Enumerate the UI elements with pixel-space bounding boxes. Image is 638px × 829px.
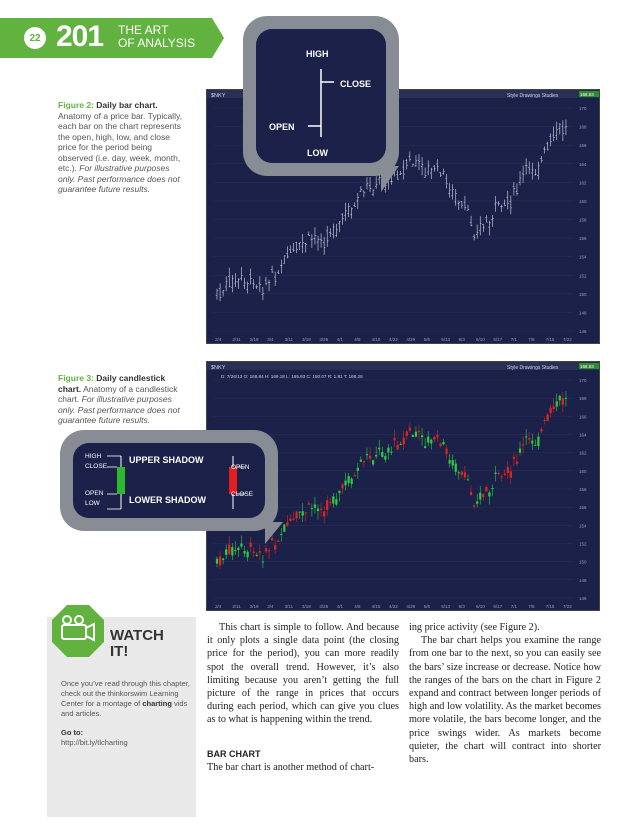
candle-body [308,503,310,504]
x-tick-label: 3/4 [267,604,274,609]
video-camera-icon [50,603,106,659]
x-tick-label: 6/3 [458,337,465,342]
y-tick-label: 158 [579,487,587,492]
watch-body-bold: charting [142,699,172,708]
x-tick-label: 7/22 [563,337,572,342]
candle-body [320,509,322,510]
candle-body [473,505,475,506]
x-tick-label: 2/4 [215,337,222,342]
candle-body [418,431,420,432]
page-number: 22 [24,27,46,49]
candle-body [363,461,365,462]
candle-body [494,473,496,474]
candle-body [400,444,402,445]
candle-body [476,501,478,503]
candle-body [268,550,270,551]
y-tick-label: 152 [579,273,587,279]
candle-body [458,472,460,473]
candle-body [491,488,493,489]
issue-number: 201 [56,20,104,53]
candle-body [540,429,542,431]
callout-inner [73,443,265,518]
x-tick-label: 4/8 [354,337,361,342]
goto-link[interactable]: http://bit.ly/tlcharting [61,738,128,747]
candle-body [412,435,414,437]
watch-it-body [61,679,191,719]
high-label: HIGH [306,49,329,59]
y-tick-label: 170 [579,378,587,383]
watch-it-goto [61,728,191,748]
candle-body [357,468,359,471]
x-tick-label: 5/6 [423,604,431,609]
chart-symbol: $NKY [211,93,226,99]
x-tick-label: 7/1 [510,337,518,342]
y-tick-label: 166 [579,143,587,149]
candle-body [452,460,454,466]
candle-body [231,547,233,555]
candle-body [344,481,346,486]
candle-body [326,500,328,510]
candle-body [234,550,236,551]
watch-it-title [110,628,164,660]
candle-body [375,455,377,456]
figure2-disclaimer: For illustrative purposes only. Past performance does not guarantee future results. [58,163,180,194]
candle-body [485,487,487,492]
figure3-caption [58,373,188,426]
watch-title-line2: IT! [110,643,129,660]
candle-body [329,502,331,503]
candle-body [366,454,368,455]
candle-body [292,519,294,520]
candle-body [228,545,230,555]
candle-body [482,494,484,497]
candle-body [237,548,239,550]
chart-symbol: $NKY [211,365,226,371]
x-tick-label: 7/8 [528,604,535,609]
candle-body [360,460,362,462]
candle-body [543,420,545,421]
candle-body [516,462,518,464]
candle-body [247,552,249,558]
candle-body [449,460,451,463]
candle-body [323,511,325,516]
candle-body [488,492,490,496]
x-tick-label: 7/22 [563,604,572,609]
x-tick-label: 6/17 [493,604,503,609]
candle-body [442,442,444,444]
open-left-label: OPEN [85,490,104,497]
x-tick-label: 2/11 [232,337,241,342]
candle-body [436,435,438,438]
x-tick-label: 6/10 [476,337,485,342]
candle-body [504,474,506,475]
candle-body [305,512,307,513]
x-tick-label: 5/13 [441,337,450,342]
x-tick-label: 2/4 [215,604,222,609]
candle-body [387,448,389,453]
candle-body [354,475,356,476]
x-tick-label: 4/29 [406,604,416,609]
candle-body [256,555,258,556]
x-tick-label: 3/4 [267,337,274,342]
open-label: OPEN [269,122,295,132]
candle-body [546,415,548,421]
candle-body [250,543,252,547]
candle-body [295,512,297,519]
y-tick-label: 160 [579,468,587,474]
x-tick-label: 4/1 [336,337,344,342]
y-tick-label: 152 [579,541,587,547]
y-tick-label: 164 [579,161,587,167]
candle-body [479,493,481,500]
candle-body [286,522,288,525]
candle-body [243,551,245,554]
goto-label: Go to: [61,728,84,737]
figure3-disclaimer: For illustrative purposes only. Past performance does not guarantee future results. [58,394,180,425]
candle-body [302,511,304,515]
x-tick-label: 4/29 [406,337,416,342]
y-tick-label: 154 [579,523,587,529]
candle-body [421,435,423,437]
price-badge-text: 168.93 [580,92,594,97]
x-tick-label: 5/6 [423,337,431,342]
x-tick-label: 7/15 [545,337,555,342]
y-tick-label: 168 [579,124,587,130]
candle-body [501,477,503,478]
candle-body [556,401,558,406]
candle-body [332,496,334,503]
candle-body [537,437,539,447]
x-tick-label: 4/1 [336,604,344,609]
x-axis [215,604,572,609]
candle-body [445,449,447,454]
x-tick-label: 7/15 [545,604,555,609]
callout-inner [256,29,386,163]
lower-shadow-label: LOWER SHADOW [129,495,206,505]
x-tick-label: 5/13 [441,604,450,609]
upper-shadow-label: UPPER SHADOW [129,455,204,465]
watch-body-pre: Once you’ve read through this chapter, check out the thinkorswim Learning Center for a montage of [61,679,190,708]
candle-body [525,436,527,437]
candle-body [562,398,564,404]
low-label: LOW [307,148,328,158]
x-tick-label: 4/15 [371,337,381,342]
candle-body [553,406,555,409]
high-label: HIGH [85,453,102,460]
candle-body [317,509,319,511]
y-tick-label: 150 [579,559,587,565]
y-tick-label: 156 [579,505,587,511]
y-tick-label: 170 [579,106,587,111]
candle-body [522,444,524,445]
y-axis [579,378,587,601]
x-tick-label: 6/17 [493,337,503,342]
y-tick-label: 164 [579,432,587,438]
candle-body [384,456,386,460]
candle-body [439,443,441,446]
article-paragraph: ing price activity (see Figure 2). [409,622,540,633]
article-column-2 [409,621,601,766]
candle-body [225,549,227,555]
candle-body [507,467,509,473]
candlestick-anatomy-callout [60,430,278,531]
candle-body [559,396,561,401]
price-badge-text: 168.93 [580,364,594,369]
candle-body [528,438,530,439]
figure2-bold: Daily bar chart. [96,100,158,110]
bullish-candle-body [117,467,125,494]
candle-body [433,437,435,440]
watch-title-line1: WATCH [110,627,164,644]
candle-body [335,499,337,505]
candle-body [390,452,392,453]
candle-body [409,428,411,431]
figure2-label: Figure 2: [58,100,94,110]
article-paragraph: The bar chart is another method of chart- [207,762,375,773]
section-title-line1: THE ART [118,23,169,37]
candle-body [565,398,567,399]
candle-body [369,456,371,459]
x-tick-label: 3/11 [284,604,294,609]
x-tick-label: 3/25 [319,337,329,342]
callout-tail [265,522,283,544]
figure2-caption [58,100,188,195]
x-tick-label: 6/10 [476,604,485,609]
chart-toolbar-menu[interactable]: Style Drawings Studies [507,365,559,371]
candle-body [274,545,276,550]
candle-body [341,484,343,488]
candle-body [348,476,350,483]
low-label: LOW [85,500,100,507]
candle-body [240,544,242,547]
watch-body-post: vids and articles. [61,699,188,718]
x-tick-label: 7/1 [510,604,518,609]
close-label: CLOSE [340,79,372,89]
x-tick-label: 6/3 [458,604,465,609]
x-tick-label: 2/19 [249,604,259,609]
article-paragraph: The bar chart helps you examine the range from one bar to the next, so you can easily see the bars’ size increase or decrease. Notice how the ranges of the bars on the chart in Figure 2 expand and contract between longer periods of high and low volatility. As the market becomes more volatile, the bars become longer, and the price swings wider. As markets become quieter, the chart will contract into shorter bars. [409,635,601,766]
candle-body [372,460,374,464]
candle-body [396,445,398,450]
x-tick-label: 4/15 [371,604,381,609]
y-tick-label: 158 [579,217,587,223]
y-axis [579,106,587,334]
candle-body [351,479,353,484]
x-tick-label: 2/19 [249,337,259,342]
candle-body [283,524,285,531]
x-tick-label: 3/25 [319,604,329,609]
candle-body [464,472,466,477]
y-tick-label: 148 [579,577,587,583]
candle-body [259,551,261,553]
chart-toolbar-menu[interactable]: Style Drawings Studies [507,93,559,99]
y-tick-label: 148 [579,310,587,316]
section-title-line2: OF ANALYSIS [118,36,196,50]
y-tick-label: 150 [579,291,587,297]
candle-body [338,491,340,493]
candle-body [550,408,552,413]
candle-body [299,512,301,513]
y-tick-label: 146 [579,329,587,334]
close-right-label: CLOSE [231,491,254,498]
candle-body [289,519,291,521]
candle-body [498,473,500,474]
y-tick-label: 162 [579,450,587,456]
article-paragraph: This chart is simple to follow. And because it only plots a single data point (the closing price for the period), you can more readily spot the overall trend. However, it’s also limiting because you aren’t getting the full picture of the range in prices that occurs during each period, which can give you clues as to what is happening within the trend. [207,622,399,726]
candle-body [219,557,221,566]
section-title [118,24,195,50]
candle-body [455,464,457,472]
candle-body [427,437,429,443]
figure3-text: Anatomy of a candlestick chart. [58,383,178,404]
candle-body [222,559,224,560]
candle-body [513,457,515,459]
figure3-label: Figure 3: [58,373,94,383]
candle-body [378,448,380,450]
x-tick-label: 4/22 [389,337,398,342]
candle-body [262,562,264,563]
candle-body [381,452,383,457]
candle-body [216,559,218,564]
x-tick-label: 3/11 [284,337,294,342]
candle-body [534,445,536,446]
bearish-candle-body [229,467,237,494]
y-tick-label: 156 [579,236,587,242]
x-tick-label: 2/11 [232,604,241,609]
candle-body [519,449,521,453]
price-bar-anatomy-callout [243,16,399,176]
candle-body [393,438,395,441]
ohlc-info: D: 7/26/13 O: 168.84 H: 169.18 L: 165.93 C: 150.07 R: 1.81 T: 168.28 [221,374,363,379]
candle-body [311,508,313,509]
open-right-label: OPEN [231,464,250,471]
candle-body [470,492,472,495]
x-tick-label: 4/22 [389,604,398,609]
figure3-bold: Daily candlestick chart. [58,373,166,394]
y-tick-label: 166 [579,414,587,420]
candle-body [430,440,432,444]
candle-body [531,441,533,444]
candle-body [403,438,405,445]
candle-body [467,479,469,480]
bar-chart-subhead: BAR CHART [207,749,261,759]
candle-body [406,431,408,435]
y-tick-label: 154 [579,254,587,260]
x-axis [215,337,572,342]
close-left-label: CLOSE [85,463,108,470]
y-tick-label: 146 [579,596,587,601]
x-tick-label: 3/18 [302,604,311,609]
candle-body [265,548,267,551]
x-tick-label: 4/8 [354,604,361,609]
y-tick-label: 168 [579,396,587,402]
x-tick-label: 3/18 [302,337,311,342]
y-tick-label: 162 [579,180,587,186]
x-tick-label: 7/8 [528,337,535,342]
candle-body [510,471,512,477]
candle-body [253,552,255,553]
candle-body [461,472,463,475]
candle-body [424,446,426,448]
candle-body [415,432,417,437]
candle-body [314,504,316,507]
y-tick-label: 160 [579,198,587,204]
figure2-text: Anatomy of a price bar. Typically, each bar on the chart represents the open, high, low, and close price for the period being observed (i.e. day, week, month, etc.). [58,110,182,173]
callout-tail [381,166,399,192]
